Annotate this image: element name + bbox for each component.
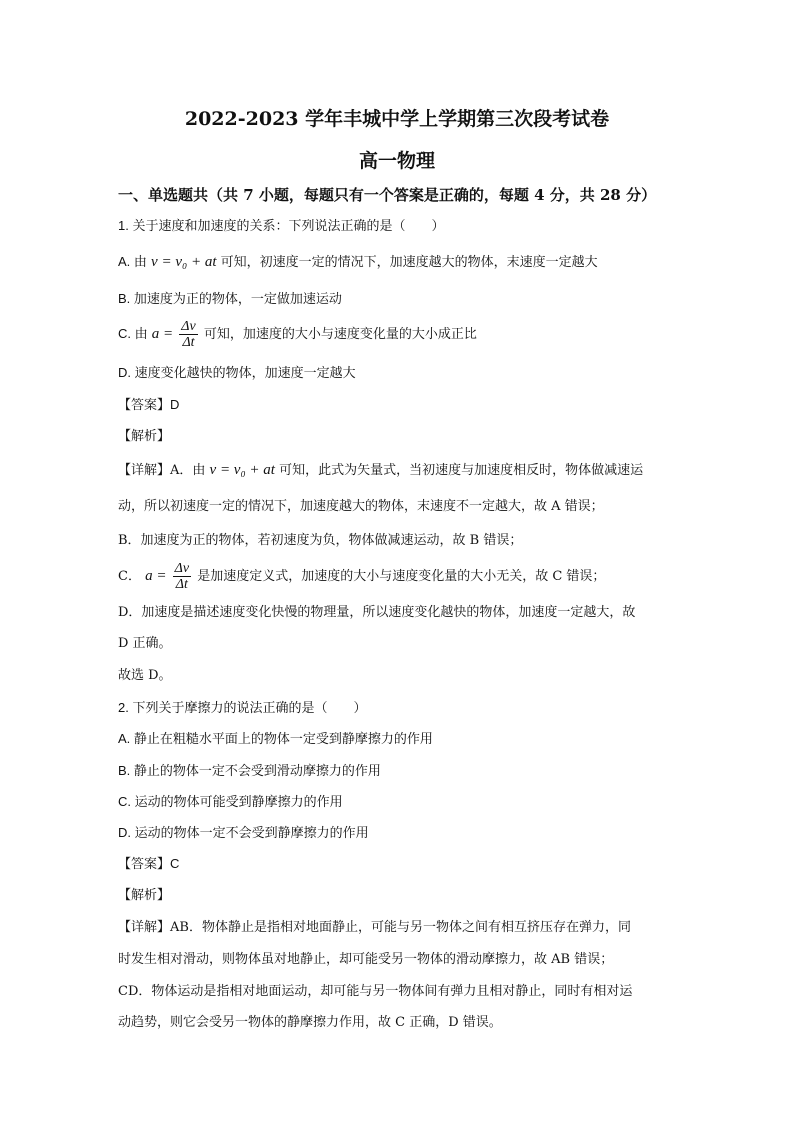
q1-option-c-text: 可知，加速度的大小与速度变化量的大小成正比 [203, 326, 477, 341]
q2-detail-cd2: 动趋势，则它会受另一物体的静摩擦力作用，故 C 正确，D 错误。 [118, 1015, 502, 1030]
q2-detail-ab1: 【详解】AB．物体静止是指相对地面静止，可能与另一物体之间有相互挤压存在弹力，同 [118, 920, 631, 935]
q2-option-c: C. 运动的物体可能受到静摩擦力的作用 [118, 794, 343, 809]
q1-detail-a [118, 461, 678, 480]
q1-option-a-formula: v = v₀ + at [151, 254, 217, 270]
q1-option-a-text: 可知，初速度一定的情况下，加速度越大的物体，末速度一定越大 [220, 254, 598, 269]
q1-detail-line2: 动，所以初速度一定的情况下，加速度越大的物体，末速度不一定越大，故 A 错误； [118, 499, 604, 514]
q1-option-b: B. 加速度为正的物体，一定做加速运动 [118, 291, 342, 306]
q1-detail-d2: D 正确。 [118, 636, 172, 651]
q2-stem: 2. 下列关于摩擦力的说法正确的是（ ） [118, 700, 367, 715]
q1-detail-formula: v = v₀ + at [209, 462, 275, 478]
exam-subject: 高一物理 [358, 150, 435, 172]
q2-option-a: A. 静止在粗糙水平面上的物体一定受到静摩擦力的作用 [118, 731, 433, 746]
section-heading: 一、单选题共（共 7 小题，每题只有一个答案是正确的，每题 4 分，共 28 分） [118, 186, 657, 204]
q1-option-c [118, 316, 678, 353]
q1-stem: 1. 关于速度和加速度的关系：下列说法正确的是（ ） [118, 218, 445, 233]
q1-detail-c-prefix: C． [118, 569, 141, 584]
q1-detail-b: B．加速度为正的物体，若初速度为负，物体做减速运动，故 B 错误； [118, 533, 523, 548]
fraction-numerator: Δv [181, 319, 196, 334]
q2-detail-ab2: 时发生相对滑动，则物体虽对地静止，却可能受另一物体的滑动摩擦力，故 AB 错误； [118, 952, 614, 967]
q1-detail-d1: D．加速度是描述速度变化快慢的物理量，所以速度变化越快的物体，加速度一定越大，故 [118, 605, 636, 620]
q1-option-a [118, 253, 678, 272]
q1-detail-c-fraction [173, 561, 191, 592]
q1-detail-prefix: 【详解】A．由 [118, 463, 206, 478]
q2-analysis-label: 【解析】 [118, 887, 171, 902]
q1-answer: 【答案】D [118, 397, 180, 412]
q1-detail-line1: 可知，此式为矢量式，当初速度与加速度相反时，物体做减速运 [279, 463, 644, 478]
q1-option-c-prefix: C. 由 [118, 326, 148, 341]
q1-option-a-prefix: A. 由 [118, 254, 147, 269]
q2-option-d: D. 运动的物体一定不会受到静摩擦力的作用 [118, 825, 369, 840]
q1-detail-c [118, 558, 678, 595]
fraction-numerator: Δv [174, 561, 190, 576]
q2-answer: 【答案】C [118, 856, 180, 871]
q2-option-b: B. 静止的物体一定不会受到滑动摩擦力的作用 [118, 763, 381, 778]
q1-detail-c-text: 是加速度定义式，加速度的大小与速度变化量的大小无关，故 C 错误； [197, 569, 606, 584]
q1-detail-c-lhs: a = [145, 568, 167, 584]
q1-conclusion: 故选 D。 [118, 668, 172, 683]
q2-detail-cd1: CD．物体运动是指相对地面运动，却可能与另一物体间有弹力且相对静止，同时有相对运 [118, 984, 633, 999]
fraction-denominator: Δt [182, 335, 195, 350]
q1-option-c-fraction [179, 319, 197, 350]
exam-title: 2022-2023 学年丰城中学上学期第三次段考试卷 [184, 108, 610, 130]
q1-analysis-label: 【解析】 [118, 428, 171, 443]
fraction-denominator: Δt [175, 577, 188, 592]
q1-option-d: D. 速度变化越快的物体，加速度一定越大 [118, 365, 356, 380]
q1-option-c-lhs: a = [151, 326, 174, 342]
